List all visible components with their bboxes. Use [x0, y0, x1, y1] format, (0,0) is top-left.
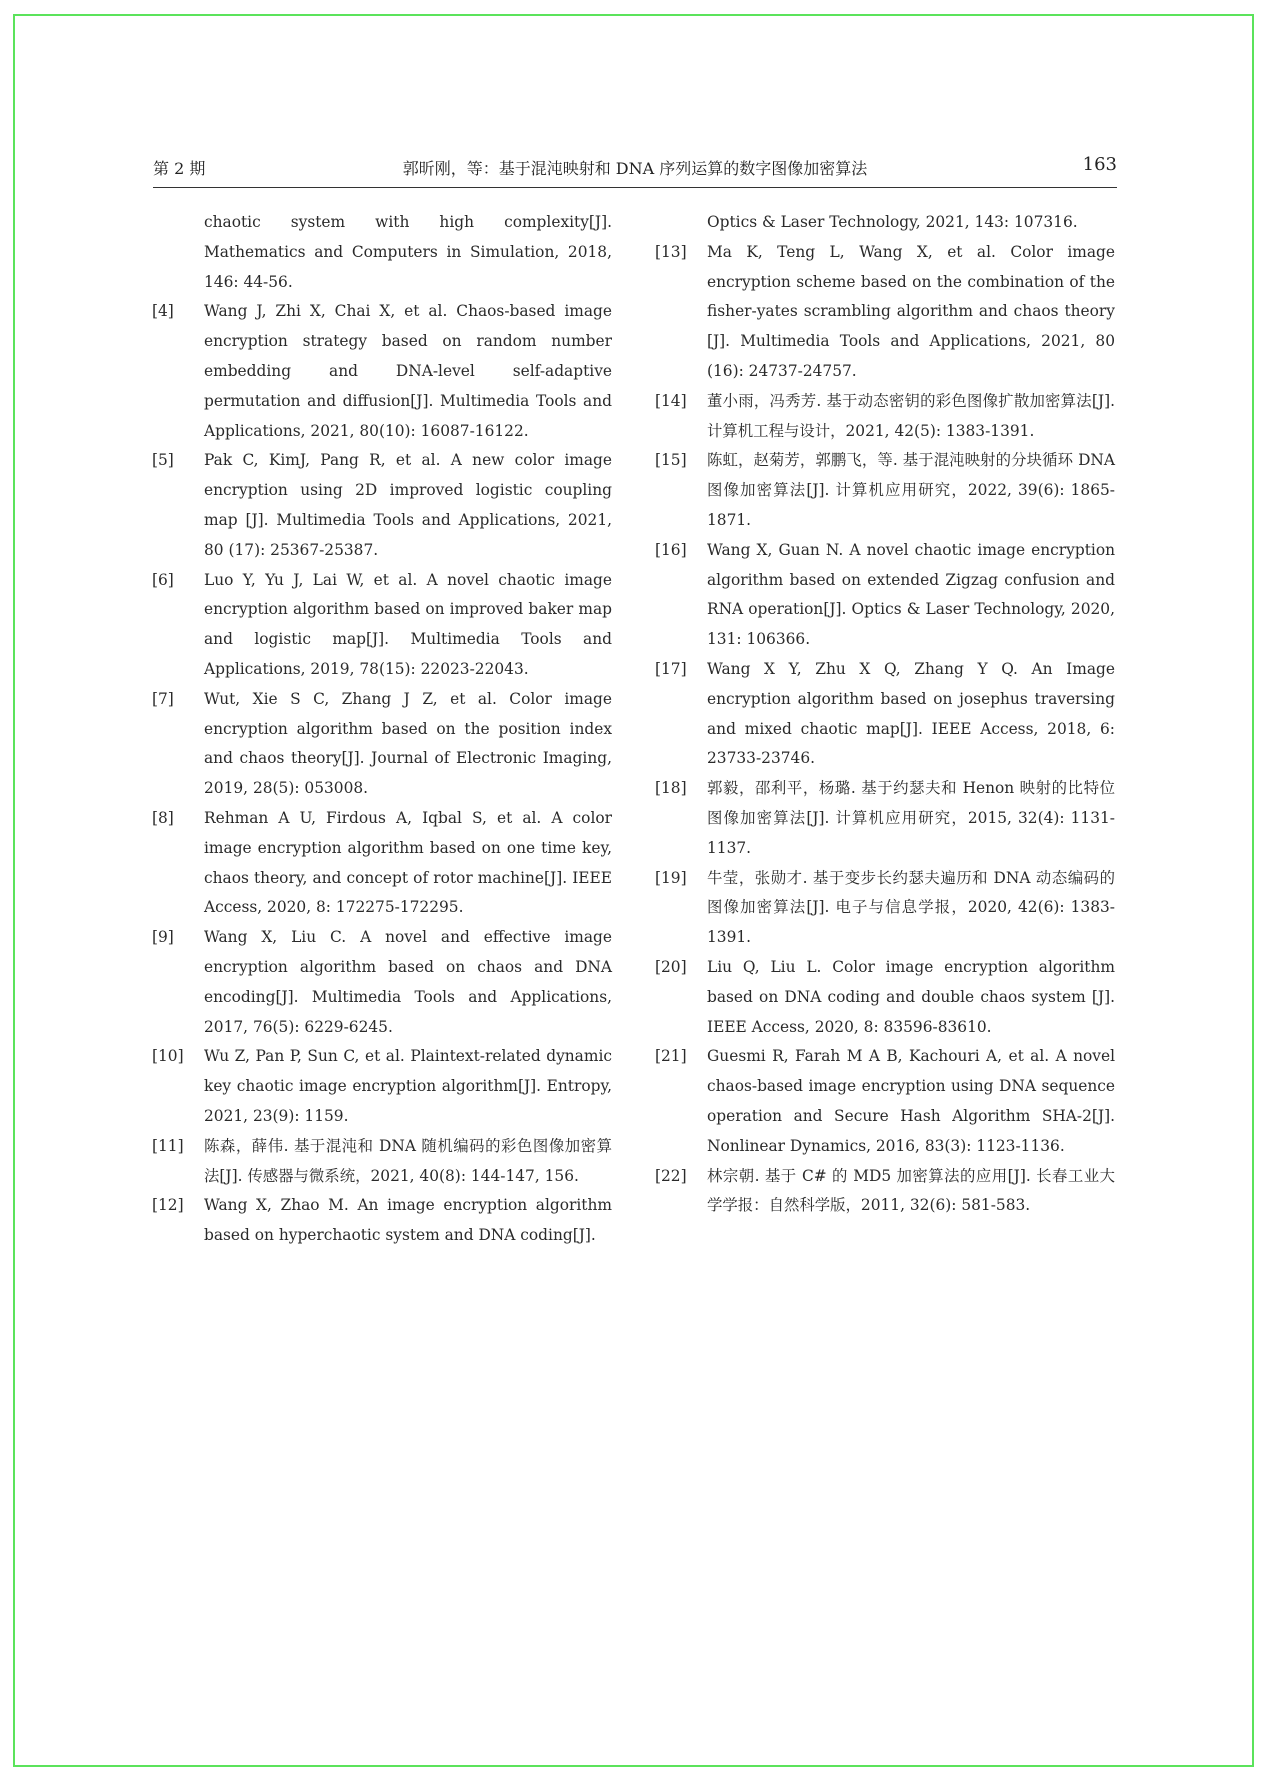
reference-entry	[152, 1042, 612, 1131]
reference-number: [6]	[152, 570, 174, 589]
references-left-column	[152, 208, 612, 1251]
reference-number: [9]	[152, 928, 174, 947]
reference-number: [15]	[655, 451, 687, 470]
reference-number: [13]	[655, 242, 687, 261]
reference-entry	[152, 446, 612, 565]
reference-entry	[152, 923, 612, 1042]
running-head	[153, 152, 1117, 188]
reference-text: Wu Z, Pan P, Sun C, et al. Plaintext-related dynamic key chaotic image encryption algorithm[J]. Entropy, 2021, 23(9): 1159.	[204, 1047, 612, 1125]
reference-number: [14]	[655, 391, 687, 410]
reference-text: Wang X, Liu C. A novel and effective image encryption algorithm based on chaos and DNA encoding[J]. Multimedia Tools and Applications, 2017, 76(5): 6229-6245.	[204, 928, 612, 1036]
reference-number: [19]	[655, 868, 687, 887]
reference-text: Wang X, Guan N. A novel chaotic image encryption algorithm based on extended Zigzag confusion and RNA operation[J]. Optics & Laser Technology, 2020, 131: 106366.	[707, 540, 1115, 649]
reference-text: Liu Q, Liu L. Color image encryption algorithm based on DNA coding and double chaos system [J]. IEEE Access, 2020, 8: 83596-83610.	[707, 957, 1115, 1036]
reference-text: Ma K, Teng L, Wang X, et al. Color image encryption scheme based on the combination of the fisher-yates scrambling algorithm and chaos theory [J]. Multimedia Tools and Applications, 2021, 80 (16): 24737-24757.	[707, 242, 1115, 380]
reference-entry	[655, 446, 1115, 535]
reference-entry	[655, 1042, 1115, 1161]
reference-number: [16]	[655, 540, 687, 559]
reference-number: [7]	[152, 689, 174, 708]
reference-text: Wut, Xie S C, Zhang J Z, et al. Color image encryption algorithm based on the position index and chaos theory[J]. Journal of Electronic Imaging, 2019, 28(5): 053008.	[204, 689, 612, 798]
references-right-column	[655, 208, 1115, 1221]
reference-entry	[655, 536, 1115, 655]
reference-entry	[655, 655, 1115, 774]
reference-number: [22]	[655, 1166, 687, 1185]
reference-entry	[152, 804, 612, 923]
reference-entry	[152, 1132, 612, 1192]
reference-text: Wang X Y, Zhu X Q, Zhang Y Q. An Image encryption algorithm based on josephus traversing and mixed chaotic map[J]. IEEE Access, 2018, 6: 23733-23746.	[707, 659, 1115, 768]
reference-text: 郭毅，邵利平，杨璐. 基于约瑟夫和 Henon 映射的比特位图像加密算法[J]. 计算机应用研究，2015, 32(4): 1131-1137.	[707, 779, 1115, 857]
reference-entry	[655, 1162, 1115, 1222]
running-title: 郭昕刚，等：基于混沌映射和 DNA 序列运算的数字图像加密算法	[402, 159, 868, 178]
reference-text: Rehman A U, Firdous A, Iqbal S, et al. A color image encryption algorithm based on one time key, chaos theory, and concept of rotor machine[J]. IEEE Access, 2020, 8: 172275-172295.	[204, 808, 612, 917]
reference-entry	[152, 1191, 612, 1251]
reference-text: 陈虹，赵菊芳，郭鹏飞，等. 基于混沌映射的分块循环 DNA 图像加密算法[J]. 计算机应用研究，2022, 39(6): 1865-1871.	[707, 451, 1115, 529]
reference-number: [20]	[655, 957, 687, 976]
reference-text: Guesmi R, Farah M A B, Kachouri A, et al. A novel chaos-based image encryption using DNA sequence operation and Secure Hash Algorithm SHA-2[J]. Nonlinear Dynamics, 2016, 83(3): 1123-1136.	[707, 1047, 1115, 1155]
reference-number: [12]	[152, 1196, 184, 1215]
reference-number: [11]	[152, 1136, 184, 1155]
reference-entry	[655, 953, 1115, 1042]
reference-number: [4]	[152, 302, 174, 321]
reference-text: 牛莹，张勋才. 基于变步长约瑟夫遍历和 DNA 动态编码的图像加密算法[J]. 电子与信息学报，2020, 42(6): 1383-1391.	[707, 868, 1115, 947]
reference-number: [8]	[152, 808, 174, 827]
reference-text: 董小雨，冯秀芳. 基于动态密钥的彩色图像扩散加密算法[J]. 计算机工程与设计，2021, 42(5): 1383-1391.	[707, 391, 1115, 440]
reference-entry	[152, 685, 612, 804]
reference-number: [17]	[655, 659, 687, 678]
reference-entry	[655, 774, 1115, 863]
reference-text: Luo Y, Yu J, Lai W, et al. A novel chaotic image encryption algorithm based on improved baker map and logistic map[J]. Multimedia Tools and Applications, 2019, 78(15): 22023-22043.	[204, 570, 612, 678]
reference-entry	[655, 208, 1115, 238]
reference-text: Pak C, KimJ, Pang R, et al. A new color image encryption using 2D improved logistic coupling map [J]. Multimedia Tools and Applications, 2021, 80 (17): 25367-25387.	[204, 451, 612, 559]
reference-entry	[152, 208, 612, 297]
reference-text: chaotic system with high complexity[J]. Mathematics and Computers in Simulation, 2018, 146: 44-56.	[204, 213, 612, 291]
reference-entry	[152, 566, 612, 685]
reference-text: Optics & Laser Technology, 2021, 143: 107316.	[707, 213, 1078, 231]
reference-entry	[152, 297, 612, 446]
reference-entry	[655, 238, 1115, 387]
reference-text: 林宗朝. 基于 C# 的 MD5 加密算法的应用[J]. 长春工业大学学报：自然科学版，2011, 32(6): 581-583.	[707, 1166, 1115, 1215]
reference-entry	[655, 387, 1115, 447]
reference-number: [10]	[152, 1047, 184, 1066]
reference-text: Wang X, Zhao M. An image encryption algorithm based on hyperchaotic system and DNA coding[J].	[204, 1196, 612, 1245]
issue-label: 第 2 期	[153, 159, 206, 178]
reference-text: Wang J, Zhi X, Chai X, et al. Chaos-based image encryption strategy based on random number embedding and DNA-level self-adaptive permutation and diffusion[J]. Multimedia Tools and Applications, 2021, 80(10): 16087-16122.	[204, 302, 612, 440]
reference-number: [18]	[655, 779, 687, 798]
reference-entry	[655, 864, 1115, 953]
reference-number: [21]	[655, 1047, 687, 1066]
page-number: 163	[1082, 154, 1117, 175]
reference-number: [5]	[152, 451, 174, 470]
reference-text: 陈森，薛伟. 基于混沌和 DNA 随机编码的彩色图像加密算法[J]. 传感器与微系统，2021, 40(8): 144-147, 156.	[204, 1136, 612, 1185]
